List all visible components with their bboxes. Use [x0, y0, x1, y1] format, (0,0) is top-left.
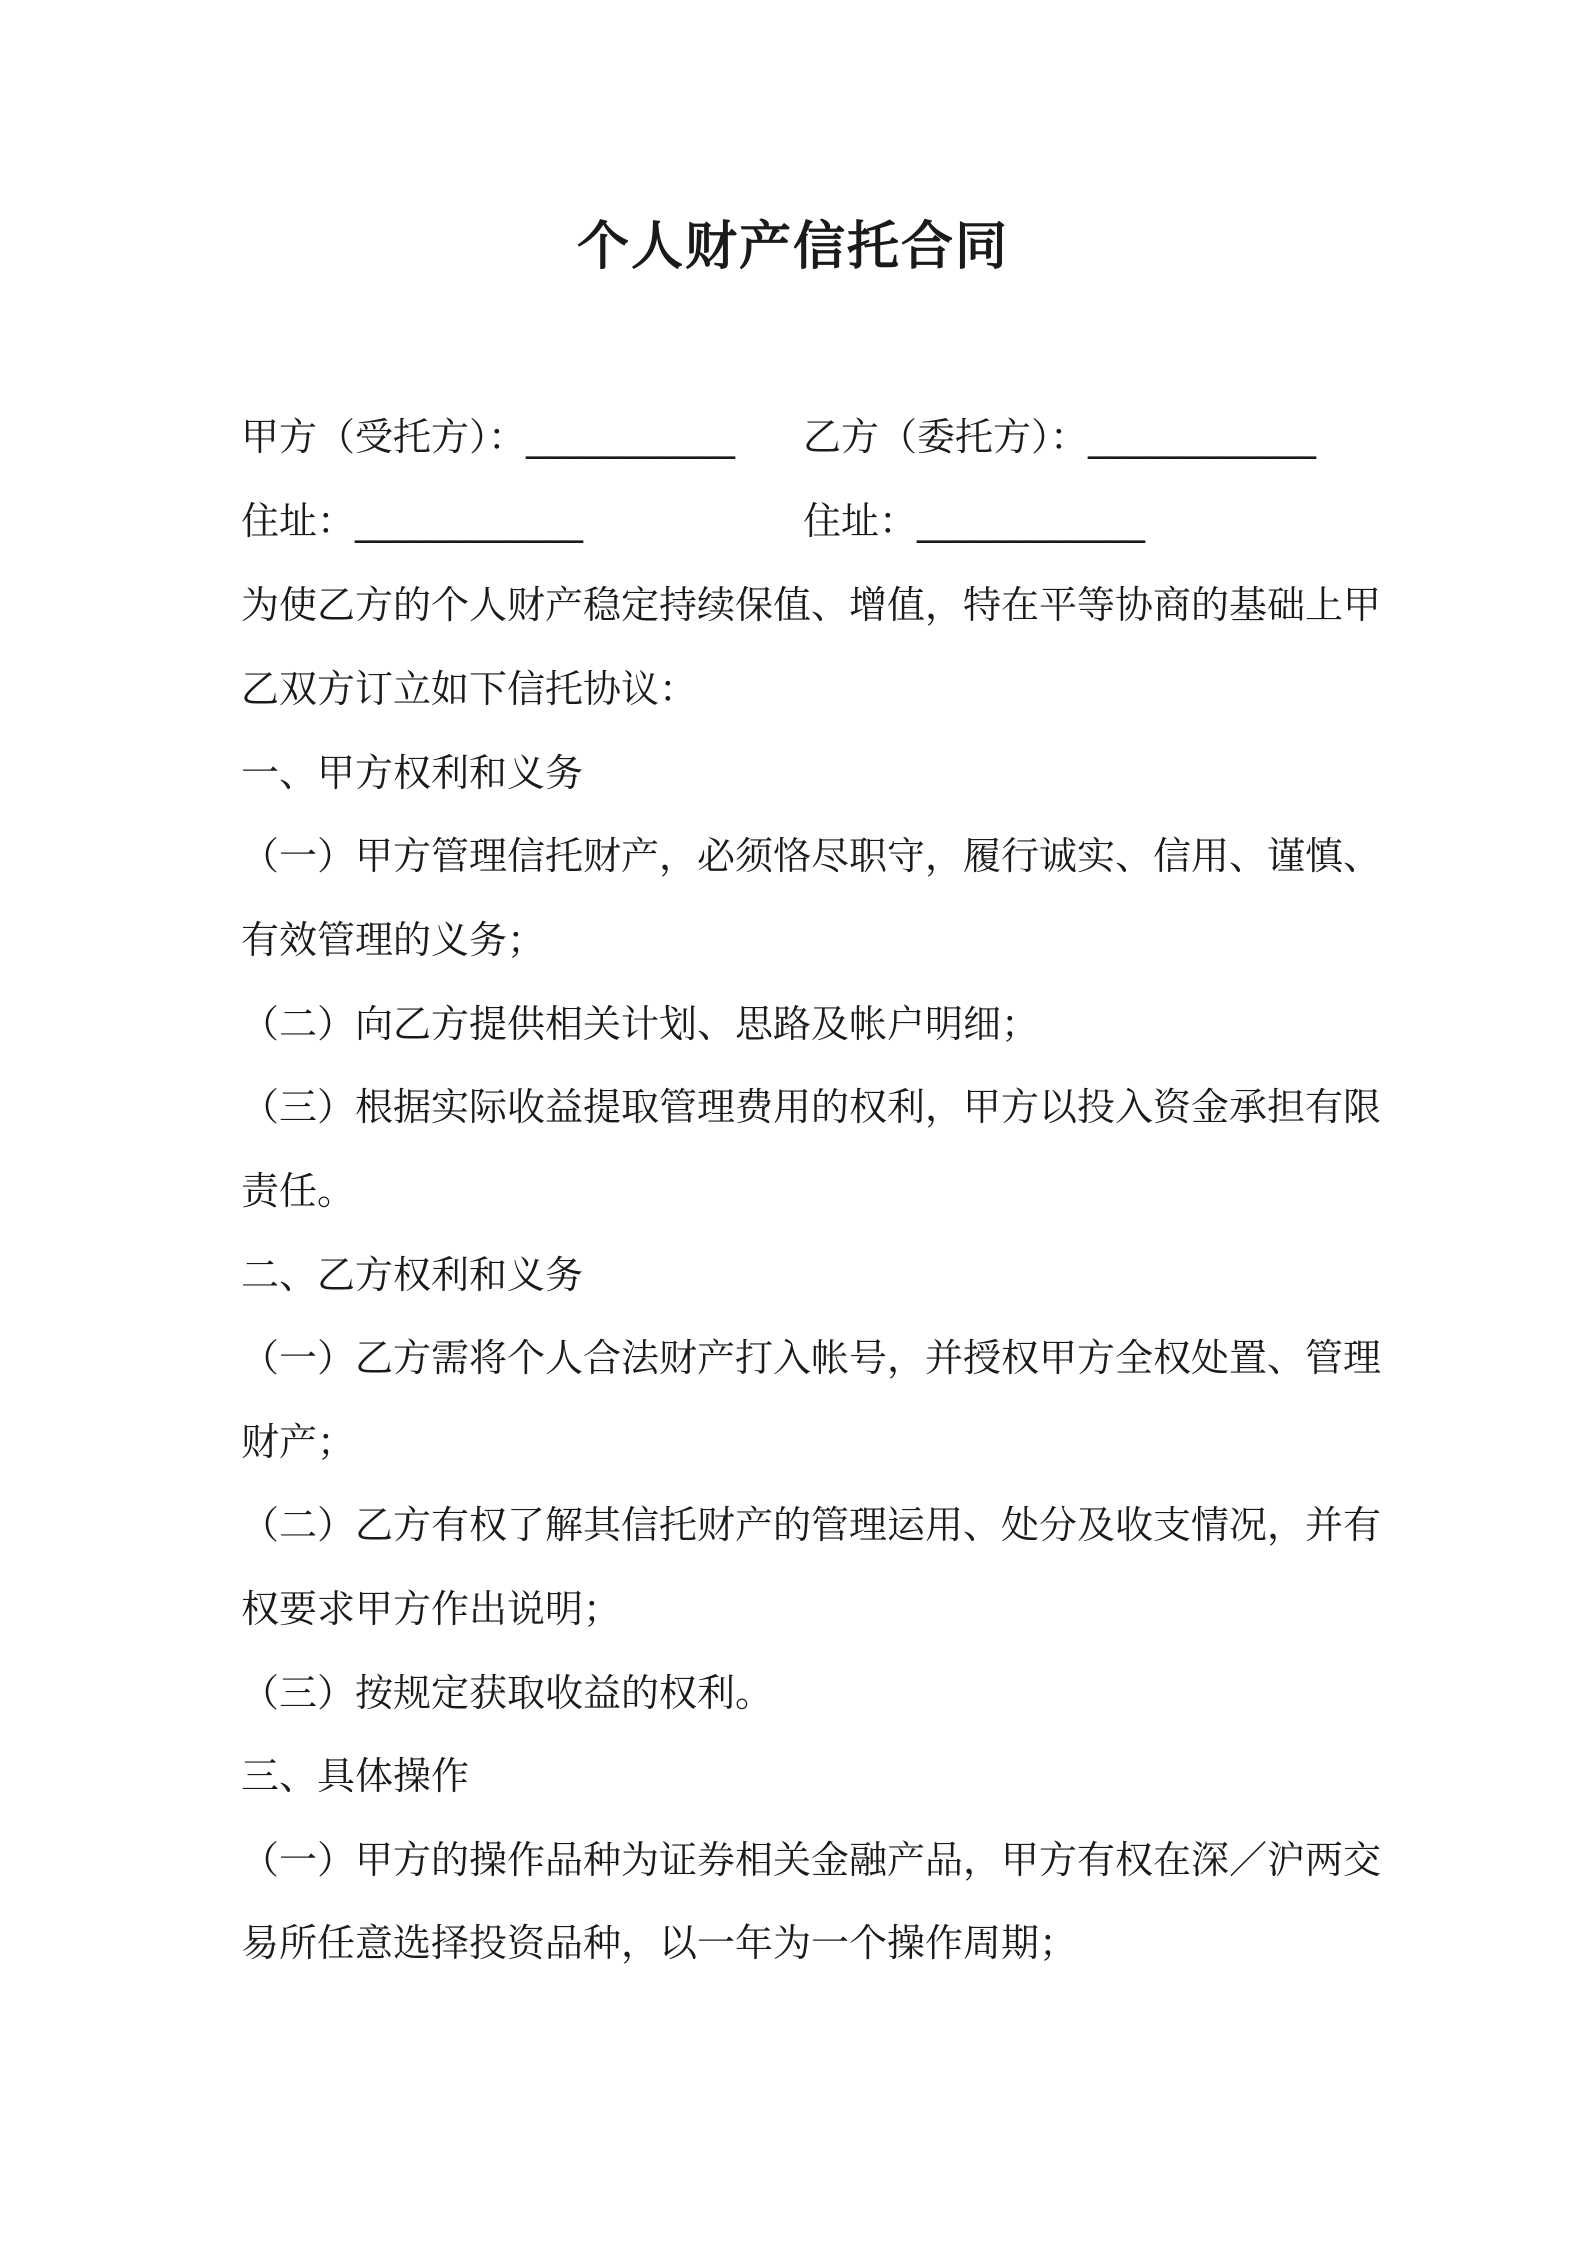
clause-line: 责任。	[241, 1169, 356, 1213]
clause-line: 易所任意选择投资品种，以一年为一个操作周期；	[241, 1921, 1078, 1965]
body-line: 乙双方订立如下信托协议：	[241, 667, 698, 711]
clause-line: （三）根据实际收益提取管理费用的权利，甲方以投入资金承担有限	[241, 1085, 1382, 1129]
address-b-line	[803, 496, 1145, 546]
address-a-label: 住址：	[241, 499, 356, 543]
clause-line: （二）向乙方提供相关计划、思路及帐户明细；	[241, 1002, 1040, 1046]
party-b-label: 乙方（委托方）：	[803, 415, 1089, 459]
party-b-blank: ____________	[1088, 415, 1317, 459]
clause-line: （一）甲方的操作品种为证券相关金融产品，甲方有权在深／沪两交	[241, 1838, 1382, 1882]
section-heading: 一、甲方权利和义务	[241, 751, 584, 795]
party-a-label: 甲方（受托方）：	[241, 415, 527, 459]
body-line: 为使乙方的个人财产稳定持续保值、增值，特在平等协商的基础上甲	[241, 583, 1382, 627]
section-heading: 二、乙方权利和义务	[241, 1253, 584, 1297]
section-heading: 三、具体操作	[241, 1754, 470, 1798]
party-b-line	[803, 412, 1316, 462]
clause-line: （二）乙方有权了解其信托财产的管理运用、处分及收支情况，并有	[241, 1503, 1382, 1547]
clause-line: 有效管理的义务；	[241, 918, 546, 962]
address-a-blank: ____________	[355, 499, 584, 543]
address-b-label: 住址：	[803, 499, 918, 543]
clause-line: （一）乙方需将个人合法财产打入帐号，并授权甲方全权处置、管理	[241, 1336, 1382, 1380]
clause-line: 权要求甲方作出说明；	[241, 1587, 622, 1631]
clause-line: 财产；	[241, 1420, 356, 1464]
address-b-blank: ____________	[917, 499, 1146, 543]
clause-line: （三）按规定获取收益的权利。	[241, 1671, 774, 1715]
document-title: 个人财产信托合同	[576, 217, 1009, 277]
party-a-blank: ___________	[526, 415, 736, 459]
party-a-line	[241, 412, 735, 462]
clause-line: （一）甲方管理信托财产，必须恪尽职守，履行诚实、信用、谨慎、	[241, 834, 1382, 878]
address-a-line	[241, 496, 583, 546]
